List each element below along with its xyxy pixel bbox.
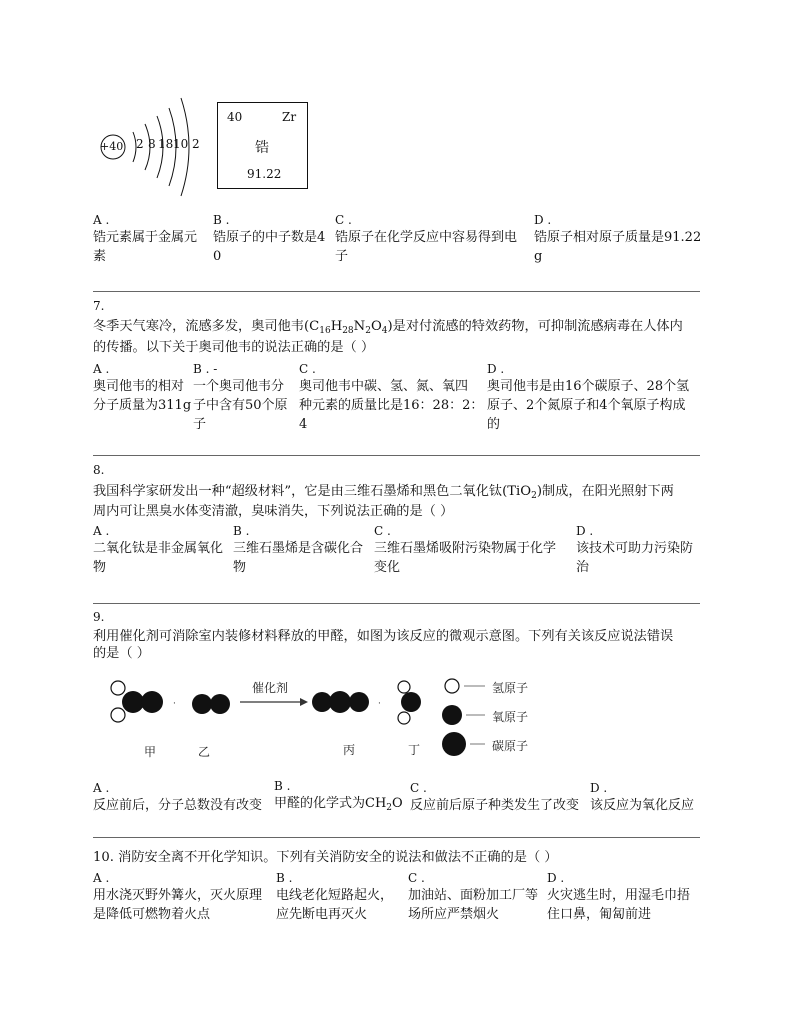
q6-option-d[interactable]	[534, 212, 701, 266]
svg-text:·: ·	[378, 699, 381, 709]
option-text: 该技术可助力污染防	[576, 541, 694, 556]
shell-electrons-3: 18	[158, 137, 174, 151]
legend-hydrogen: 氢原子	[492, 681, 529, 695]
option-text: 用水浇灭野外篝火，灭火原理	[93, 888, 263, 903]
option-text: 应先断电再灭火	[276, 907, 368, 922]
divider	[93, 455, 700, 456]
option-text: 奥司他韦是由16个碳原子、28个氢	[487, 379, 690, 394]
option-text: 三维石墨烯是含碳化合	[233, 541, 364, 556]
option-letter: D .	[547, 871, 565, 885]
option-text: g	[534, 249, 543, 264]
q6-option-b[interactable]	[213, 212, 325, 266]
option-text: 加油站、面粉加工厂等	[408, 888, 539, 903]
q10-option-c[interactable]	[408, 870, 538, 924]
option-text: 物	[93, 560, 107, 575]
option-text: 是降低可燃物着火点	[93, 907, 211, 922]
shell-electrons-4: 10	[173, 137, 189, 151]
atom-structure-diagram	[95, 92, 215, 202]
atomic-number: 40	[227, 110, 243, 124]
molecule-drawing	[100, 675, 560, 765]
stem-text: 冬季天气寒冷，流感多发，奥司他韦(C	[93, 319, 320, 334]
option-text: 分子质量为311g	[93, 398, 192, 413]
question-stem-line2: 周内可让黑臭水体变清澈，臭味消失，下列说法正确的是（ ）	[93, 504, 454, 519]
label-jia: 甲	[144, 745, 157, 759]
option-letter: A .	[93, 213, 110, 227]
option-letter: B .	[274, 779, 291, 793]
question-stem-line2: 的传播。以下关于奥司他韦的说法正确的是（ ）	[93, 340, 375, 355]
option-text: 0	[213, 249, 222, 264]
option-text: 住口鼻，匍匐前进	[547, 907, 652, 922]
option-letter: D .	[576, 524, 594, 538]
option-text: 原子、2个氮原子和4个氧原子构成	[487, 398, 686, 413]
element-card	[217, 102, 308, 189]
option-text-part: 甲醛的化学式为CH	[274, 796, 387, 811]
option-text: 锆原子相对原子质量是91.22	[534, 230, 702, 245]
option-text	[274, 794, 403, 813]
option-text: 奥司他韦的相对	[93, 379, 185, 394]
option-text: 锆元素属于金属元	[93, 230, 198, 245]
q7-option-b[interactable]	[193, 361, 288, 434]
element-name: 锆	[255, 140, 269, 156]
option-text: 一个奥司他韦分	[193, 379, 285, 394]
question-stem-line2: 的是（ ）	[93, 646, 150, 661]
molecule-bing	[312, 691, 369, 713]
atomic-mass: 91.22	[247, 167, 282, 181]
q8-option-d[interactable]	[576, 523, 693, 577]
q8-option-a[interactable]	[93, 523, 223, 577]
molecule-jia	[111, 681, 163, 722]
q9-option-a[interactable]	[93, 780, 262, 815]
q8-option-c[interactable]	[374, 523, 556, 577]
label-bing: 丙	[343, 743, 356, 757]
option-text: 治	[576, 560, 590, 575]
subscript: 28	[342, 326, 354, 336]
option-letter: D .	[487, 362, 505, 376]
question-stem: 10. 消防安全离不开化学知识。下列有关消防安全的说法和做法不正确的是（ ）	[93, 850, 558, 865]
q9-option-d[interactable]	[590, 780, 694, 815]
option-letter: B .	[276, 871, 293, 885]
option-text: 子	[335, 249, 349, 264]
option-text: 种元素的质量比是16：28：2：	[299, 398, 484, 413]
q6-option-c[interactable]	[335, 212, 517, 266]
q7-option-a[interactable]	[93, 361, 191, 415]
catalyst-label: 催化剂	[252, 681, 289, 695]
option-text: 锆原子在化学反应中容易得到电	[335, 230, 518, 245]
question-number: 9.	[93, 610, 105, 624]
option-text: 三维石墨烯吸附污染物属于化学	[374, 541, 557, 556]
q10-option-a[interactable]	[93, 870, 262, 924]
option-letter: B .	[213, 213, 230, 227]
option-letter: A .	[93, 524, 110, 538]
option-text: 子中含有50个原	[193, 398, 288, 413]
option-text: 奥司他韦中碳、氢、氮、氧四	[299, 379, 469, 394]
subscript: 2	[531, 491, 537, 501]
question-stem	[93, 316, 683, 337]
divider	[93, 603, 700, 604]
option-text: 的	[487, 417, 501, 432]
subscript: 2	[365, 326, 371, 336]
option-letter: C .	[299, 362, 316, 376]
stem-text: O	[370, 319, 382, 334]
option-letter: C .	[408, 871, 425, 885]
legend-carbon: 碳原子	[492, 739, 529, 753]
shell-electrons-1: 2	[136, 137, 144, 151]
option-letter: A .	[93, 781, 110, 795]
option-text: 该反应为氧化反应	[590, 798, 695, 813]
option-letter: B . -	[193, 362, 218, 376]
molecule-ding	[398, 681, 421, 724]
option-text: 二氧化钛是非金属氧化	[93, 541, 224, 556]
q8-option-b[interactable]	[233, 523, 363, 577]
q10-option-d[interactable]	[547, 870, 690, 924]
q7-option-d[interactable]	[487, 361, 689, 434]
option-text-part: O	[392, 796, 403, 811]
shell-electrons-5: 2	[192, 137, 200, 151]
option-text: 4	[299, 417, 308, 432]
subscript: 2	[386, 803, 393, 813]
divider	[93, 291, 700, 292]
molecule-yi	[192, 694, 230, 714]
question-stem	[93, 481, 674, 502]
option-text: 电线老化短路起火，	[276, 888, 394, 903]
option-letter: A .	[93, 362, 110, 376]
q10-option-b[interactable]	[276, 870, 393, 924]
svg-text:·: ·	[173, 699, 176, 709]
stem-text: H	[330, 319, 343, 334]
option-text: 物	[233, 560, 247, 575]
q9-option-b[interactable]	[274, 778, 403, 813]
option-letter: D .	[534, 213, 552, 227]
option-letter: C .	[335, 213, 352, 227]
nucleus-charge: +40	[100, 140, 124, 153]
subscript: 16	[319, 326, 331, 336]
option-text: 反应前后，分子总数没有改变	[93, 798, 263, 813]
stem-text: )是对付流感的特效药物，可抑制流感病毒在人体内	[387, 319, 683, 334]
label-ding: 丁	[408, 743, 421, 757]
label-yi: 乙	[198, 745, 211, 759]
option-text: 子	[193, 417, 207, 432]
element-symbol: Zr	[282, 110, 297, 124]
subscript: 4	[381, 326, 388, 336]
option-letter: C .	[410, 781, 427, 795]
option-letter: A .	[93, 871, 110, 885]
option-text: 场所应严禁烟火	[408, 907, 500, 922]
option-letter: C .	[374, 524, 391, 538]
option-text: 锆原子的中子数是4	[213, 230, 326, 245]
question-number: 7.	[93, 299, 105, 313]
shell-electrons-2: 8	[148, 137, 156, 151]
stem-text: 我国科学家研发出一种“超级材料”，它是由三维石墨烯和黑色二氧化钛(TiO	[93, 484, 532, 499]
stem-text: )制成，在阳光照射下两	[536, 484, 674, 499]
question-stem: 利用催化剂可消除室内装修材料释放的甲醛，如图为该反应的微观示意图。下列有关该反应说法错误	[93, 629, 674, 644]
q9-option-c[interactable]	[410, 780, 579, 815]
stem-text: N	[353, 319, 366, 334]
option-text: 反应前后原子种类发生了改变	[410, 798, 580, 813]
option-letter: B .	[233, 524, 250, 538]
q6-option-a[interactable]	[93, 212, 197, 266]
option-letter: D .	[590, 781, 608, 795]
legend-oxygen: 氧原子	[492, 710, 529, 724]
option-text: 素	[93, 249, 107, 264]
option-text: 变化	[374, 560, 401, 575]
question-number: 8.	[93, 463, 105, 477]
divider	[93, 837, 700, 838]
q7-option-c[interactable]	[299, 361, 483, 434]
reaction-diagram	[100, 675, 560, 765]
option-text: 火灾逃生时，用湿毛巾捂	[547, 888, 691, 903]
